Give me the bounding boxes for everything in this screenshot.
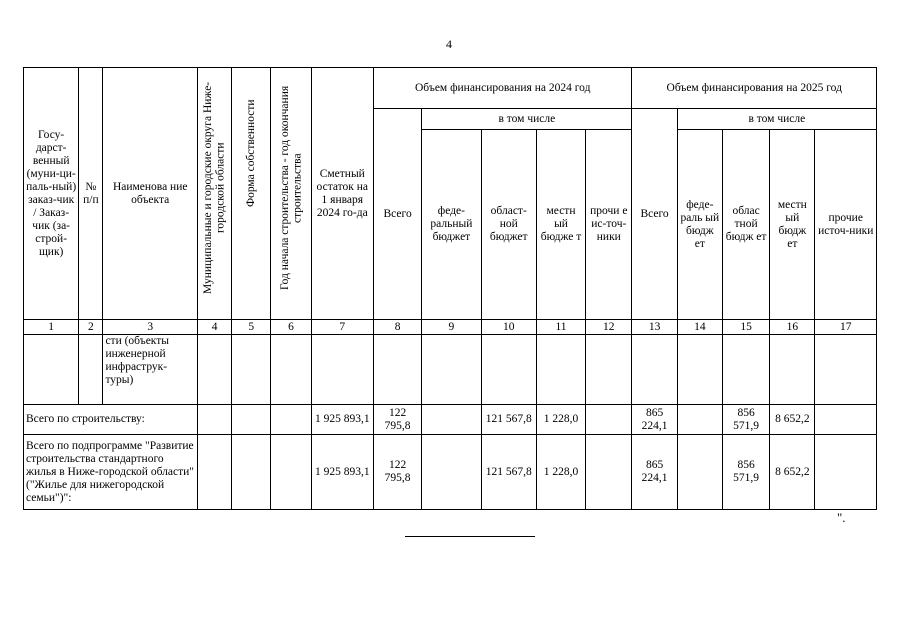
page-number: 4 (446, 37, 452, 51)
construction-total-label: Всего по строительству: (24, 405, 198, 435)
column-number: 1 (24, 320, 79, 335)
header-regional-2024: област-ной бюджет (481, 130, 536, 320)
header-local-2025: местн ый бюдж ет (770, 130, 815, 320)
header-municipal: Муниципальные и городские округа Ниже-городской области (202, 81, 227, 295)
header-years-cell (271, 68, 311, 320)
header-ownership: Форма собственности (245, 99, 258, 207)
column-number: 15 (722, 320, 769, 335)
subprogram-regional-2025: 856 571,9 (722, 435, 769, 510)
subprogram-local-2025: 8 652,2 (770, 435, 815, 510)
subprogram-total-2024: 122 795,8 (373, 435, 421, 510)
column-number: 4 (197, 320, 231, 335)
financing-table (23, 67, 877, 510)
construction-total-2024: 122 795,8 (373, 405, 421, 435)
header-total-2024: Всего (373, 109, 421, 320)
header-municipal-cell (197, 68, 231, 320)
column-number: 11 (536, 320, 585, 335)
subprogram-total-2025: 865 224,1 (632, 435, 677, 510)
header-regional-2025: облас тной бюдж ет (722, 130, 769, 320)
header-local-2024: местн ый бюдже т (536, 130, 585, 320)
construction-total-estimate: 1 925 893,1 (311, 405, 373, 435)
header-total-2025: Всего (632, 109, 677, 320)
header-other-2025: прочие источ-ники (815, 130, 877, 320)
header-including-2025: в том числе (677, 109, 876, 130)
column-numbers-row (24, 320, 877, 335)
construction-regional-2024: 121 567,8 (481, 405, 536, 435)
header-fin-2025: Объем финансирования на 2025 год (632, 68, 877, 109)
header-including-2024: в том числе (422, 109, 632, 130)
closing-rule (405, 536, 535, 537)
header-fin-2024: Объем финансирования на 2024 год (373, 68, 631, 109)
header-num: № п/п (79, 68, 103, 320)
column-number: 17 (815, 320, 877, 335)
subprogram-regional-2024: 121 567,8 (481, 435, 536, 510)
header-ownership-cell (232, 68, 271, 320)
construction-regional-2025: 856 571,9 (722, 405, 769, 435)
column-number: 6 (271, 320, 311, 335)
column-number: 12 (586, 320, 632, 335)
column-number: 7 (311, 320, 373, 335)
column-number: 2 (79, 320, 103, 335)
construction-local-2024: 1 228,0 (536, 405, 585, 435)
column-number: 3 (103, 320, 198, 335)
column-number: 8 (373, 320, 421, 335)
header-years: Год начала строительства - год окончания строительства (278, 85, 303, 291)
header-federal-2025: феде-раль ый бюдж ет (677, 130, 722, 320)
column-number: 14 (677, 320, 722, 335)
column-number: 5 (232, 320, 271, 335)
construction-local-2025: 8 652,2 (770, 405, 815, 435)
construction-total-2025: 865 224,1 (632, 405, 677, 435)
column-number: 9 (422, 320, 481, 335)
subprogram-total-row (24, 435, 877, 510)
subprogram-total-estimate: 1 925 893,1 (311, 435, 373, 510)
header-federal-2024: феде-ральный бюджет (422, 130, 481, 320)
column-number: 13 (632, 320, 677, 335)
continuation-row (24, 335, 877, 405)
header-estimate: Сметный остаток на 1 января 2024 го-да (311, 68, 373, 320)
construction-total-row (24, 405, 877, 435)
subprogram-total-label: Всего по подпрограмме "Развитие строительства стандартного жилья в Ниже-городской области" ("Жилье для нижегородской семьи")": (24, 435, 198, 510)
header-object-name: Наименова ние объекта (103, 68, 198, 320)
header-other-2024: прочи е ис-точ-ники (586, 130, 632, 320)
column-number: 16 (770, 320, 815, 335)
subprogram-local-2024: 1 228,0 (536, 435, 585, 510)
header-customer: Госу-дарст-венный (муни-ци-паль-ный) заказ-чик / Заказ-чик (за-строй-щик) (24, 68, 79, 320)
end-quote-mark: ". (837, 510, 846, 525)
continuation-object-name: сти (объекты инженерной инфраструк-туры) (103, 335, 198, 405)
column-number: 10 (481, 320, 536, 335)
